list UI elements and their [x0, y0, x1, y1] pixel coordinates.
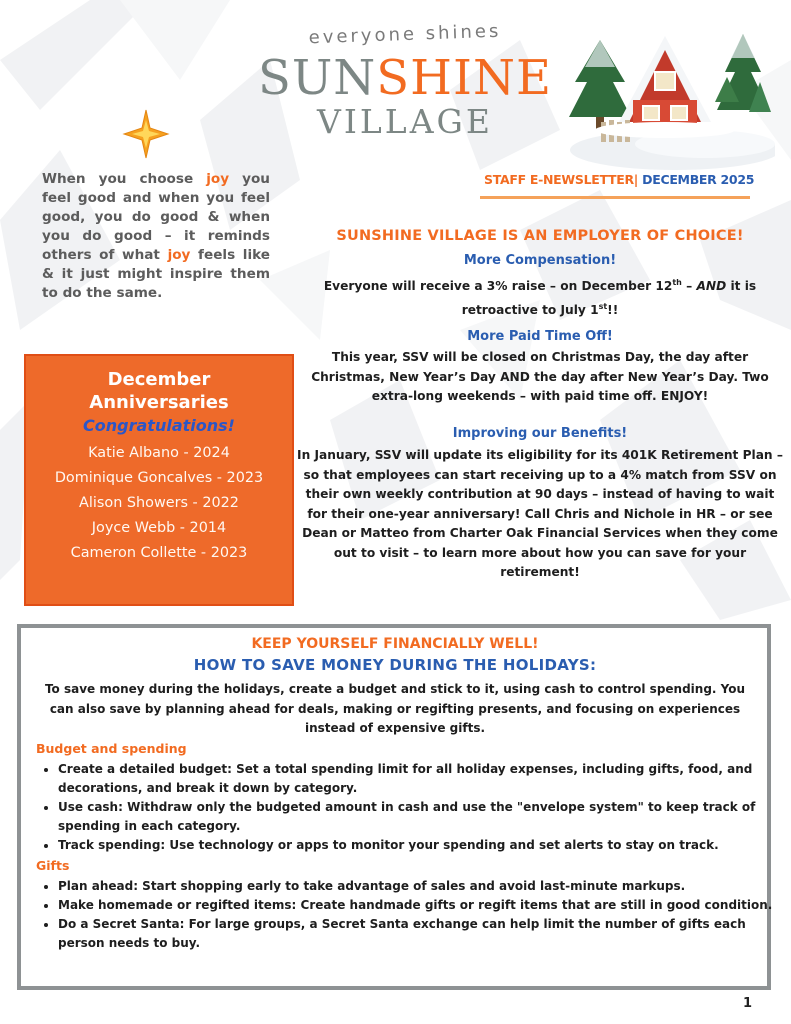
- joy-quote: [42, 170, 270, 303]
- gifts-list: [40, 877, 788, 953]
- newsletter-issue: DECEMBER 2025: [642, 172, 755, 187]
- list-item: • Create a detailed budget: Set a total spending limit for all holiday expenses, including gifts, food, and decorations, and break it down by category.: [58, 760, 788, 798]
- quote-text-1: When you choose: [42, 171, 207, 187]
- financial-heading: KEEP YOURSELF FINANCIALLY WELL!: [251, 636, 539, 652]
- anniversaries-title: December Anniversaries: [89, 369, 229, 413]
- anniversary-entry: Alison Showers - 2022: [79, 495, 239, 511]
- anniversary-entry: Cameron Collette - 2023: [70, 545, 248, 561]
- anniversary-list: [26, 441, 292, 566]
- anniversary-entry: Dominique Goncalves - 2023: [54, 470, 264, 486]
- subhead-benefits: Improving our Benefits!: [452, 426, 628, 441]
- page-number: 1: [743, 996, 753, 1011]
- budget-section-label: Budget and spending: [36, 741, 187, 756]
- budget-list: [40, 760, 788, 855]
- newsletter-separator: |: [633, 172, 639, 187]
- list-item: • Do a Secret Santa: For large groups, a Secret Santa exchange can help limit the number of gifts each person needs to buy.: [58, 915, 788, 953]
- quote-text-2: you feel good and when you feel good, you do good & when you do good – it reminds others of what: [42, 171, 270, 263]
- anniversary-entry: Joyce Webb - 2014: [91, 520, 227, 536]
- list-item: • Plan ahead: Start shopping early to take advantage of sales and avoid last-minute markups.: [58, 877, 788, 896]
- list-item: • Track spending: Use technology or apps to monitor your spending and set alerts to stay on track.: [58, 836, 788, 855]
- financial-intro: To save money during the holidays, create a budget and stick to it, using cash to control spending. You can also save by planning ahead for deals, making or regifting presents, and focusing on experiences instead of expensive gifts.: [44, 682, 746, 735]
- anniversary-entry: Katie Albano - 2024: [88, 445, 230, 461]
- list-item: • Make homemade or regifted items: Create handmade gifts or regift items that are still in good condition.: [58, 896, 788, 915]
- tagline: everyone shines: [308, 20, 502, 49]
- list-item: • Use cash: Withdraw only the budgeted amount in cash and use the "envelope system" to keep track of spending in each category.: [58, 798, 788, 836]
- holiday-savings-heading: HOW TO SAVE MONEY DURING THE HOLIDAYS:: [193, 656, 597, 674]
- subhead-compensation: More Compensation!: [463, 253, 617, 268]
- quote-text-3: feels like & it just might inspire them to do the same.: [42, 247, 270, 301]
- benefits-text: In January, SSV will update its eligibility for its 401K Retirement Plan – so that employees can start receiving up to a 4% match from SSV on their own weekly contribution at 90 days – instead of having to wait for their one-year anniversary! Call Chris and Nichole in HR – or see Dean or Matteo from Charter Oak Financial Services when they come out to visit – to learn more about how you can save for your retirement!: [297, 448, 783, 579]
- quote-joy-2: joy: [167, 247, 191, 263]
- compensation-text: Everyone will receive a 3% raise – on December 12th – AND it is retroactive to July 1st!!: [323, 278, 757, 317]
- logo-word-shine: SHINE: [376, 50, 553, 106]
- quote-joy-1: joy: [206, 171, 230, 187]
- logo: [245, 52, 565, 140]
- subhead-paid-time-off: More Paid Time Off!: [467, 329, 613, 344]
- logo-word-village: VILLAGE: [317, 102, 493, 141]
- newsletter-underline: [480, 196, 750, 199]
- newsletter-label: [484, 172, 754, 187]
- gifts-section-label: Gifts: [36, 858, 70, 873]
- winter-house-illustration: [565, 22, 775, 172]
- anniversaries-box: [24, 354, 294, 606]
- newsletter-title: STAFF E-NEWSLETTER: [484, 172, 634, 187]
- congratulations-text: Congratulations!: [83, 416, 235, 435]
- logo-word-sun: SUN: [257, 50, 377, 106]
- article-heading: SUNSHINE VILLAGE IS AN EMPLOYER OF CHOICE!: [336, 228, 744, 244]
- star-icon: [120, 108, 172, 160]
- paid-time-off-text: This year, SSV will be closed on Christmas Day, the day after Christmas, New Year’s Day AND the day after New Year’s Day. Two extra-long weekends – with paid time off. ENJOY!: [311, 350, 769, 403]
